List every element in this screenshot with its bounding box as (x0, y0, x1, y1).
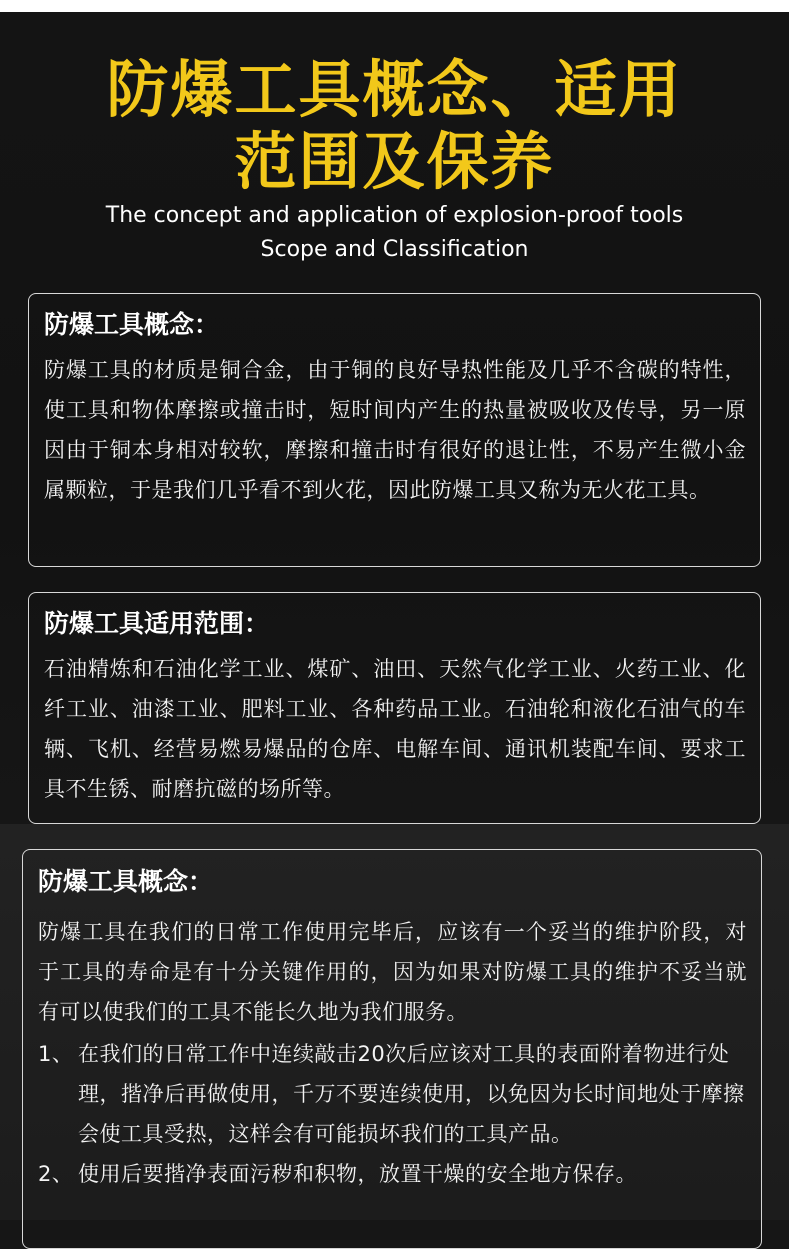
list-item-number: 1、 (38, 1042, 74, 1066)
maintenance-intro: 防爆工具在我们的日常工作使用完毕后，应该有一个妥当的维护阶段，对于工具的寿命是有十分关键作用的，因为如果对防爆工具的维护不妥当就有可以使我们的工具不能长久地为我们服务。 (38, 920, 747, 1024)
list-item (38, 1034, 755, 1154)
english-subtitle-line-2: Scope and Classification (260, 237, 529, 262)
scope-body: 石油精炼和石油化学工业、煤矿、油田、天然气化学工业、火药工业、化纤工业、油漆工业、肥料工业、各种药品工业。石油轮和液化石油气的车辆、飞机、经营易燃易爆品的仓库、电解车间、通讯机装配车间、要求工具不生锈、耐磨抗磁的场所等。 (44, 657, 746, 801)
top-banner-strip (0, 0, 789, 12)
concept-body: 防爆工具的材质是铜合金，由于铜的良好导热性能及几乎不含碳的特性，使工具和物体摩擦或撞击时，短时间内产生的热量被吸收及传导，另一原因由于铜本身相对较软，摩擦和撞击时有很好的退让性，不易产生微小金属颗粒，于是我们几乎看不到火花，因此防爆工具又称为无火花工具。 (44, 358, 746, 502)
list-item-text: 使用后要揩净表面污秽和积物，放置干燥的安全地方保存。 (78, 1162, 637, 1186)
maintenance-heading: 防爆工具概念： (38, 867, 214, 896)
page-title-line-1: 防爆工具概念、适用 (106, 53, 683, 126)
list-item-text: 在我们的日常工作中连续敲击20次后应该对工具的表面附着物进行处理，揩净后再做使用，千万不要连续使用，以免因为长时间地处于摩擦会使工具受热，这样会有可能损坏我们的工具产品。 (78, 1042, 745, 1146)
english-subtitle-line-1: The concept and application of explosion-proof tools (105, 203, 684, 228)
maintenance-list (38, 1034, 755, 1194)
concept-card (28, 293, 761, 567)
concept-heading: 防爆工具概念： (44, 310, 220, 339)
page-title-line-2: 范围及保养 (234, 125, 555, 198)
list-item (38, 1154, 755, 1194)
scope-heading: 防爆工具适用范围： (44, 609, 270, 638)
scope-card (28, 592, 761, 824)
list-item-number: 2、 (38, 1162, 74, 1186)
maintenance-card (22, 849, 762, 1249)
